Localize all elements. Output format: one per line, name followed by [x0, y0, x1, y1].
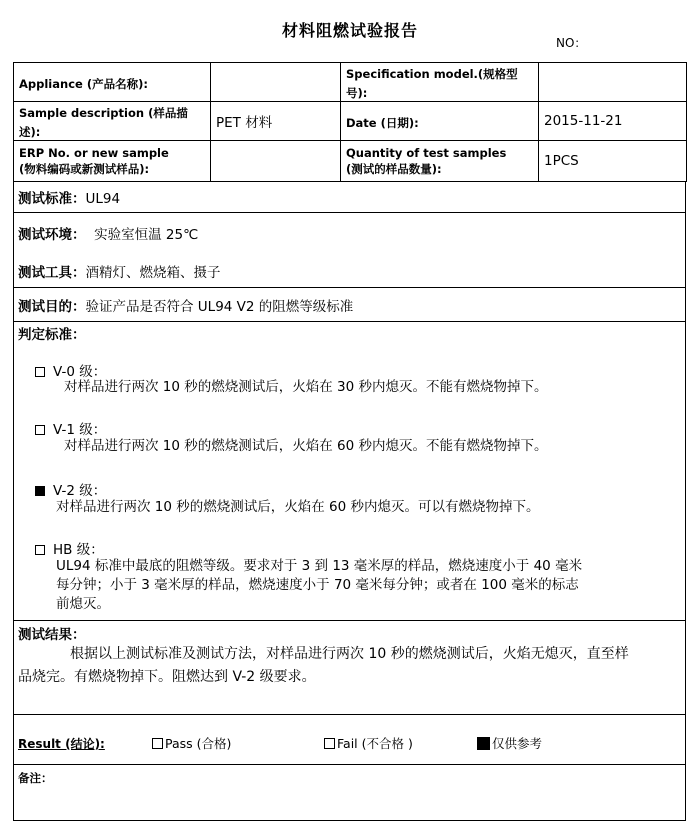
environment-value: 实验室恒温 25℃: [94, 227, 199, 243]
criteria-item-hb: [35, 538, 104, 558]
hb-description-line-3: 前熄灭。: [56, 596, 110, 612]
conclusion-label-wrap: [18, 735, 105, 752]
hb-checkbox[interactable]: [35, 545, 45, 555]
appliance-label: Appliance (产品名称):: [19, 76, 148, 91]
result-line-2: 品烧完。有燃烧物掉下。阻燃达到 V-2 级要求。: [18, 669, 316, 685]
tools-value: 酒精灯、燃烧箱、摄子: [85, 265, 221, 281]
criteria-item-v2: [35, 479, 106, 499]
v0-description: 对样品进行两次 10 秒的燃烧测试后，火焰在 30 秒内熄灭。不能有燃烧物掉下。: [64, 379, 548, 395]
pass-label: Pass (合格): [165, 736, 232, 751]
report-title: 材料阻燃试验报告: [281, 21, 418, 40]
remarks-label: 备注：: [18, 771, 53, 785]
reference-checkbox-checked[interactable]: [477, 737, 490, 750]
criteria-section: [13, 322, 686, 621]
sample-desc-value: PET 材料: [211, 102, 341, 141]
spec-label: Specification model.(规格型号):: [346, 67, 518, 100]
appliance-value: [211, 63, 341, 102]
v1-checkbox[interactable]: [35, 425, 45, 435]
hb-description-line-1: UL94 标准中最底的阻燃等级。要求对于 3 到 13 毫米厚的样品，燃烧速度小于 40 毫米: [56, 558, 583, 574]
qty-label-line-2: (测试的样品数量):: [346, 162, 442, 176]
v1-description: 对样品进行两次 10 秒的燃烧测试后，火焰在 60 秒内熄灭。不能有燃烧物掉下。: [64, 438, 548, 454]
result-label: 测试结果：: [18, 627, 86, 643]
hb-description-line-2: 每分钟；小于 3 毫米厚的样品，燃烧速度小于 70 毫米每分钟；或者在 100 毫米的标志: [56, 577, 579, 593]
pass-checkbox[interactable]: [152, 738, 163, 749]
result-section: [13, 621, 686, 715]
v0-checkbox[interactable]: [35, 367, 45, 377]
purpose-line: [18, 295, 353, 315]
appliance-label-cell: [14, 63, 211, 102]
purpose-section: [13, 288, 686, 322]
v2-grade: V-2 级：: [53, 483, 107, 499]
sample-desc-label: Sample description (样品描述):: [19, 106, 188, 139]
header-table: [13, 62, 687, 182]
standard-section: [13, 181, 686, 213]
hb-grade: HB 级：: [53, 542, 104, 558]
erp-label-cell: [14, 141, 211, 182]
date-value: 2015-11-21: [539, 102, 687, 141]
reference-option[interactable]: [477, 734, 542, 752]
v1-grade: V-1 级：: [53, 422, 107, 438]
environment-label: 测试环境：: [18, 227, 86, 243]
purpose-value: 验证产品是否符合 UL94 V2 的阻燃等级标准: [85, 299, 354, 315]
criteria-item-v0: [35, 360, 106, 380]
qty-label-cell: [341, 141, 539, 182]
standard-line: [18, 187, 120, 207]
fail-label: Fail (不合格 ): [337, 736, 413, 751]
erp-label-line-1: ERP No. or new sample: [19, 146, 169, 160]
fail-option[interactable]: [324, 734, 413, 752]
pass-option[interactable]: [152, 734, 231, 752]
report-number-label: NO：: [556, 36, 587, 50]
spec-label-cell: [341, 63, 539, 102]
criteria-item-v1: [35, 418, 106, 438]
purpose-label: 测试目的：: [18, 299, 86, 315]
v0-grade: V-0 级：: [53, 364, 107, 380]
environment-line: [18, 223, 198, 243]
result-text: [18, 643, 684, 689]
spec-value: [539, 63, 687, 102]
v2-description: 对样品进行两次 10 秒的燃烧测试后，火焰在 60 秒内熄灭。可以有燃烧物掉下。: [56, 499, 540, 515]
fail-checkbox[interactable]: [324, 738, 335, 749]
v2-checkbox-checked[interactable]: [35, 486, 45, 496]
date-label-cell: [341, 102, 539, 141]
qty-value: 1PCS: [539, 141, 687, 182]
erp-value: [211, 141, 341, 182]
remarks-section: [13, 765, 686, 821]
standard-value: UL94: [85, 191, 121, 207]
conclusion-section: [13, 715, 686, 765]
standard-label: 测试标准：: [18, 191, 86, 207]
sample-desc-label-cell: [14, 102, 211, 141]
tools-label: 测试工具：: [18, 265, 86, 281]
qty-label-line-1: Quantity of test samples: [346, 146, 507, 160]
tools-line: [18, 261, 221, 281]
criteria-label: 判定标准：: [18, 327, 86, 343]
reference-label: 仅供参考: [492, 736, 543, 751]
result-line-1: 根据以上测试标准及测试方法，对样品进行两次 10 秒的燃烧测试后，火焰无熄灭，直至样: [70, 646, 629, 662]
environment-tools-section: [13, 213, 686, 288]
date-label: Date (日期):: [346, 115, 419, 130]
erp-label-line-2: (物料编码或新测试样品):: [19, 162, 150, 176]
conclusion-label: Result (结论):: [18, 737, 105, 751]
